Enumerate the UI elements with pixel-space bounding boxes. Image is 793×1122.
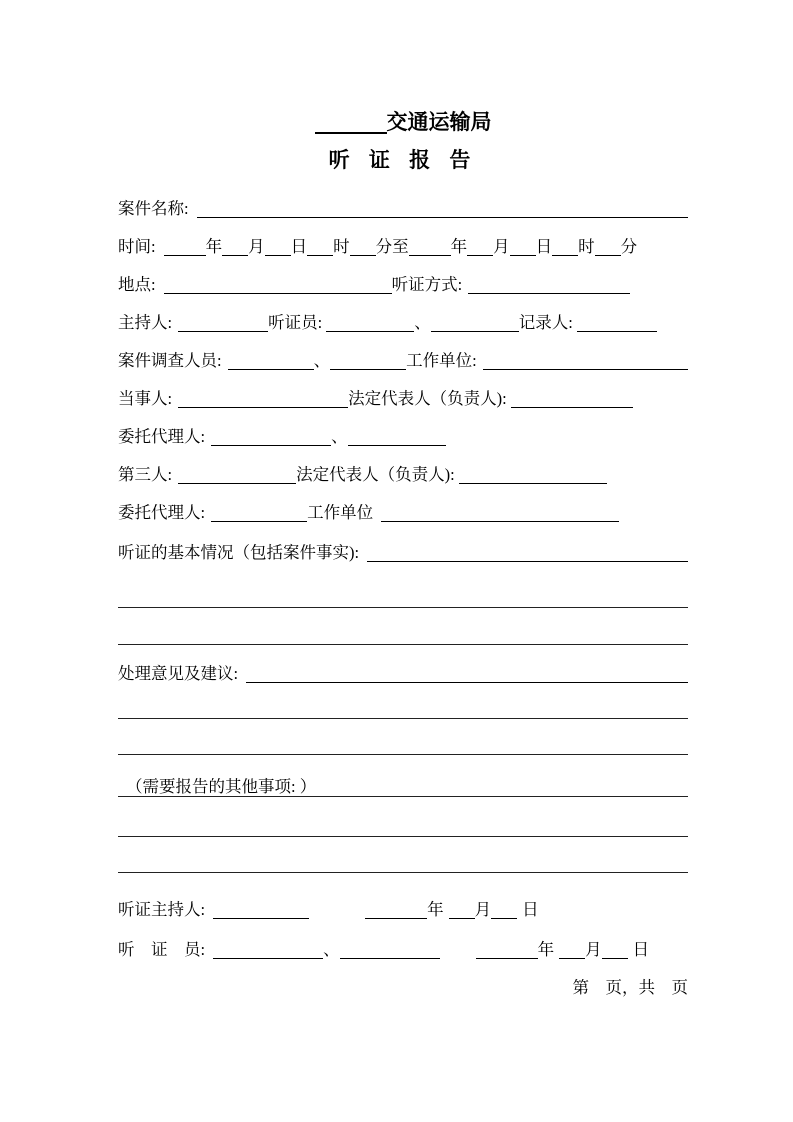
blank-field <box>365 900 427 919</box>
work-unit-label: 工作单位: <box>406 350 477 370</box>
blank-field <box>246 664 688 683</box>
blank-field <box>367 543 688 562</box>
form-label: 日 <box>632 939 650 959</box>
agent-label: 委托代理人: <box>118 426 206 446</box>
agent-row <box>118 408 688 446</box>
other-items-row <box>118 755 688 797</box>
blank-field <box>340 940 440 959</box>
spacer <box>238 682 246 683</box>
form-label: 日 <box>522 899 539 919</box>
blank-field <box>381 503 619 522</box>
blank-line-row <box>118 719 688 755</box>
blank-field <box>213 900 309 919</box>
form-label: 月 <box>585 939 602 959</box>
recorder-label: 记录人: <box>518 312 573 332</box>
host-signature-row <box>118 873 688 919</box>
legal-representative-label: 法定代表人（负责人): <box>348 388 507 408</box>
form-body <box>118 180 688 997</box>
blank-field <box>330 351 406 370</box>
form-label: 日 <box>535 236 553 256</box>
agent2-row <box>118 484 688 522</box>
location-row <box>118 256 688 294</box>
blank-field <box>409 237 451 256</box>
agent-label: 委托代理人: <box>118 502 206 522</box>
form-label: 分至 <box>375 236 409 256</box>
blank-field <box>449 900 475 919</box>
host-label: 主持人: <box>118 312 173 332</box>
form-label: 月 <box>474 899 492 919</box>
blank-field <box>431 313 519 332</box>
time-label: 时间: <box>118 236 156 256</box>
spacer <box>189 217 197 218</box>
form-label: 年 <box>205 236 223 256</box>
time-row <box>118 218 688 256</box>
investigators-label: 案件调查人员: <box>118 350 222 370</box>
spacer <box>205 958 213 959</box>
blank-line-row <box>118 608 688 645</box>
blank-field <box>602 940 628 959</box>
blank-field <box>164 237 206 256</box>
blank-field <box>467 237 493 256</box>
org-title-line <box>118 96 688 134</box>
legal-representative-label: 法定代表人（负责人): <box>296 464 455 484</box>
spacer <box>309 918 365 919</box>
case-name-label: 案件名称: <box>118 198 189 218</box>
blank-field <box>459 465 607 484</box>
form-label: 分 <box>620 236 638 256</box>
blank-field <box>350 237 376 256</box>
form-label: 月 <box>248 236 265 256</box>
blank-field <box>211 503 307 522</box>
spacer <box>373 521 381 522</box>
work-unit-label: 工作单位 <box>307 502 374 522</box>
form-label: 日 <box>290 236 308 256</box>
page-footer-row <box>118 959 688 997</box>
blank-field <box>468 275 630 294</box>
spacer <box>156 255 164 256</box>
blank-field <box>265 237 291 256</box>
form-label: 年 <box>427 899 444 919</box>
form-label: 年 <box>450 236 468 256</box>
third-party-row <box>118 446 688 484</box>
opinion-label: 处理意见及建议: <box>118 663 239 683</box>
blank-field <box>228 351 314 370</box>
page-number-label: 第 页，共 页 <box>572 977 688 997</box>
host-row <box>118 294 688 332</box>
org-title: 交通运输局 <box>386 109 492 134</box>
blank-field <box>552 237 578 256</box>
blank-field <box>307 237 333 256</box>
form-label: 时 <box>578 236 595 256</box>
party-row <box>118 370 688 408</box>
blank-field <box>222 237 248 256</box>
hearing-method-label: 听证方式: <box>391 274 463 294</box>
blank-line-row <box>118 797 688 837</box>
form-label: 、 <box>323 939 340 959</box>
third-party-label: 第三人: <box>118 464 173 484</box>
blank-field <box>178 313 268 332</box>
party-label: 当事人: <box>118 388 173 408</box>
blank-line-row <box>118 837 688 873</box>
blank-field <box>178 389 348 408</box>
officer-signature-label: 听 证 员: <box>118 939 206 959</box>
hearing-officer-label: 听证员: <box>268 312 323 332</box>
blank-field <box>559 940 585 959</box>
blank-line-row <box>118 683 688 719</box>
form-label: 、 <box>414 312 431 332</box>
spacer <box>440 958 476 959</box>
investigators-row <box>118 332 688 370</box>
form-label: 年 <box>537 939 555 959</box>
form-label: 时 <box>333 236 350 256</box>
blank-field <box>213 940 323 959</box>
spacer <box>359 561 367 562</box>
hearing-basic-label: 听证的基本情况（包括案件事实): <box>118 542 360 562</box>
blank-field <box>326 313 414 332</box>
blank-field <box>178 465 296 484</box>
blank-field <box>491 900 517 919</box>
blank-field <box>483 351 688 370</box>
blank-field <box>511 389 633 408</box>
blank-field <box>164 275 392 294</box>
blank-field <box>348 427 446 446</box>
blank-line-row <box>118 562 688 608</box>
blank-field <box>211 427 331 446</box>
org-name-blank-field <box>315 110 387 134</box>
form-label: 、 <box>313 350 331 370</box>
report-title: 听 证 报 告 <box>328 147 478 172</box>
blank-field <box>595 237 621 256</box>
blank-field <box>476 940 538 959</box>
hearing-basic-row <box>118 522 688 562</box>
blank-field <box>577 313 657 332</box>
opinion-row <box>118 645 688 683</box>
other-items-label: （需要报告的其他事项: ） <box>126 776 317 796</box>
blank-field <box>510 237 536 256</box>
case-name-row <box>118 180 688 218</box>
form-label: 月 <box>493 236 510 256</box>
blank-field <box>197 199 688 218</box>
host-signature-label: 听证主持人: <box>118 899 206 919</box>
spacer <box>156 293 164 294</box>
form-label: 、 <box>331 426 348 446</box>
location-label: 地点: <box>118 274 156 294</box>
spacer <box>205 918 213 919</box>
officer-signature-row <box>118 919 688 959</box>
